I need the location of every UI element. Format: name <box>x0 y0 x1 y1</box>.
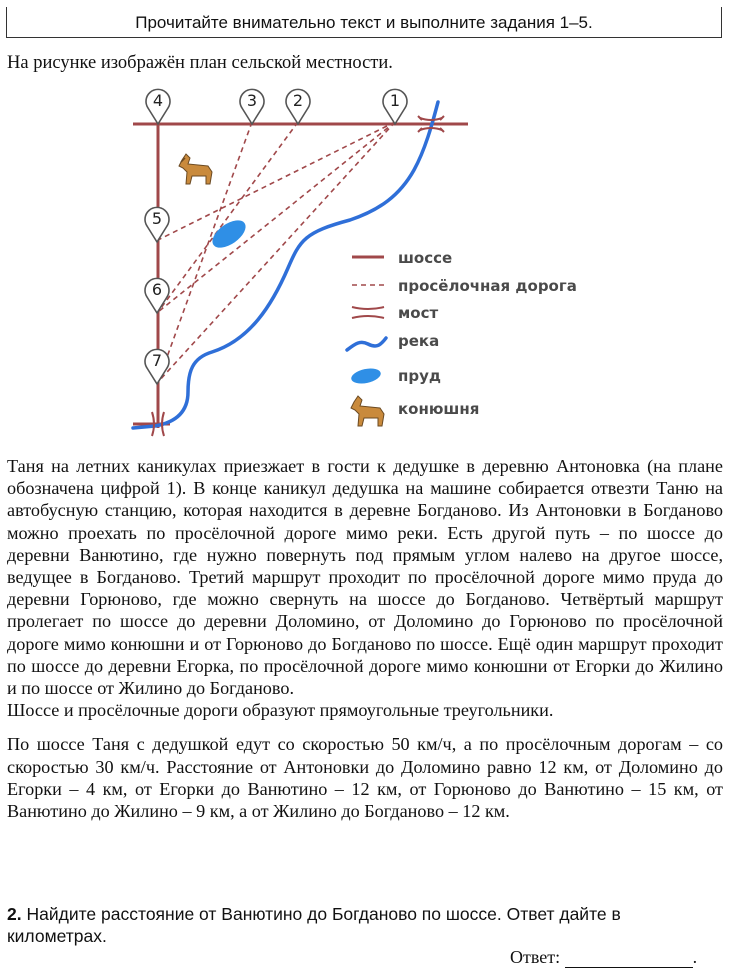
legend-bridge-label: мост <box>398 304 439 322</box>
intro-text: На рисунке изображён план сельской местности. <box>7 53 393 73</box>
pond-icon <box>208 215 251 253</box>
pin-2 <box>286 89 310 124</box>
answer-field[interactable] <box>565 949 693 968</box>
legend-pond-label: пруд <box>398 367 441 385</box>
pond-icon <box>350 366 382 386</box>
pin-1-label: 1 <box>389 91 401 110</box>
pin-7-label: 7 <box>151 351 163 370</box>
problem-text <box>7 455 723 822</box>
task-number: 2. <box>7 904 22 924</box>
pin-4 <box>146 89 170 124</box>
instruction-header <box>6 7 722 38</box>
legend-highway-label: шоссе <box>398 249 453 267</box>
bridge-icon <box>352 307 384 318</box>
dirt-road-2-6 <box>158 122 298 312</box>
village-map <box>0 80 730 452</box>
answer-row <box>510 947 697 968</box>
answer-label: Ответ: <box>510 947 561 967</box>
story-paragraph: Таня на летних каникулах приезжает в гости к дедушке в деревню Антоновка (на плане обозначена цифрой 1). В конце каникул дедушка на машине собирается отвезти Таню на автобусную станцию, которая находится в деревне Богданово. Из Антоновки в Богданово можно проехать по просёлочной дороге мимо реки. Есть другой путь – по шоссе до деревни Ванютино, где нужно повернуть под прямым углом налево на другое шоссе, ведущее в Богданово. Третий маршрут проходит по просёлочной дороге мимо пруда до деревни Горюново, где можно свернуть на шоссе до Богданово. Четвёртый маршрут пролегает по шоссе до деревни Доломино, от Доломино до Горюново по просёлочной дороге мимо конюшни и от Горюново до Богданово по шоссе. Ещё один маршрут проходит по шоссе до деревни Егорка, по просёлочной дороге мимо конюшни от Егорки до Жилино и по шоссе от Жилино до Богданово. <box>7 456 723 699</box>
map-legend <box>347 249 577 426</box>
pin-6 <box>145 278 169 313</box>
legend-dirt-road-label: просёлочная дорога <box>398 277 577 295</box>
river <box>133 102 438 428</box>
pin-3 <box>240 89 264 124</box>
dirt-road-1-5 <box>158 122 395 240</box>
pin-1 <box>383 89 407 124</box>
task-text: Найдите расстояние от Ванютино до Богданово по шоссе. Ответ дайте в километрах. <box>7 904 621 946</box>
story-paragraph: По шоссе Таня с дедушкой едут со скоростью 50 км/ч, а по просёлочным дорогам – со скоростью 30 км/ч. Расстояние от Антоновки до Доломино равно 12 км, от Доломино до Егорки – 4 км, от Егорки до Ванютино – 12 км, от Горюново до Ванютино – 15 км, от Ванютино до Жилино – 9 км, а от Жилино до Богданово – 12 км. <box>7 734 723 822</box>
instruction-text: Прочитайте внимательно текст и выполните задания 1–5. <box>135 13 593 32</box>
pin-3-label: 3 <box>246 91 258 110</box>
answer-suffix: . <box>692 947 698 967</box>
pin-2-label: 2 <box>292 91 304 110</box>
dirt-road-3-7 <box>158 122 252 382</box>
pin-5-label: 5 <box>151 209 163 228</box>
horse-icon <box>351 396 384 426</box>
pin-7 <box>145 349 169 384</box>
legend-river-label: река <box>398 332 440 350</box>
river-icon <box>347 338 386 350</box>
pin-6-label: 6 <box>151 280 163 299</box>
story-paragraph: Шоссе и просёлочные дороги образуют прямоугольные треугольники. <box>7 700 554 721</box>
task-2 <box>7 903 723 947</box>
pin-4-label: 4 <box>152 91 164 110</box>
horse-icon <box>179 154 212 184</box>
legend-stable-label: конюшня <box>398 400 480 418</box>
